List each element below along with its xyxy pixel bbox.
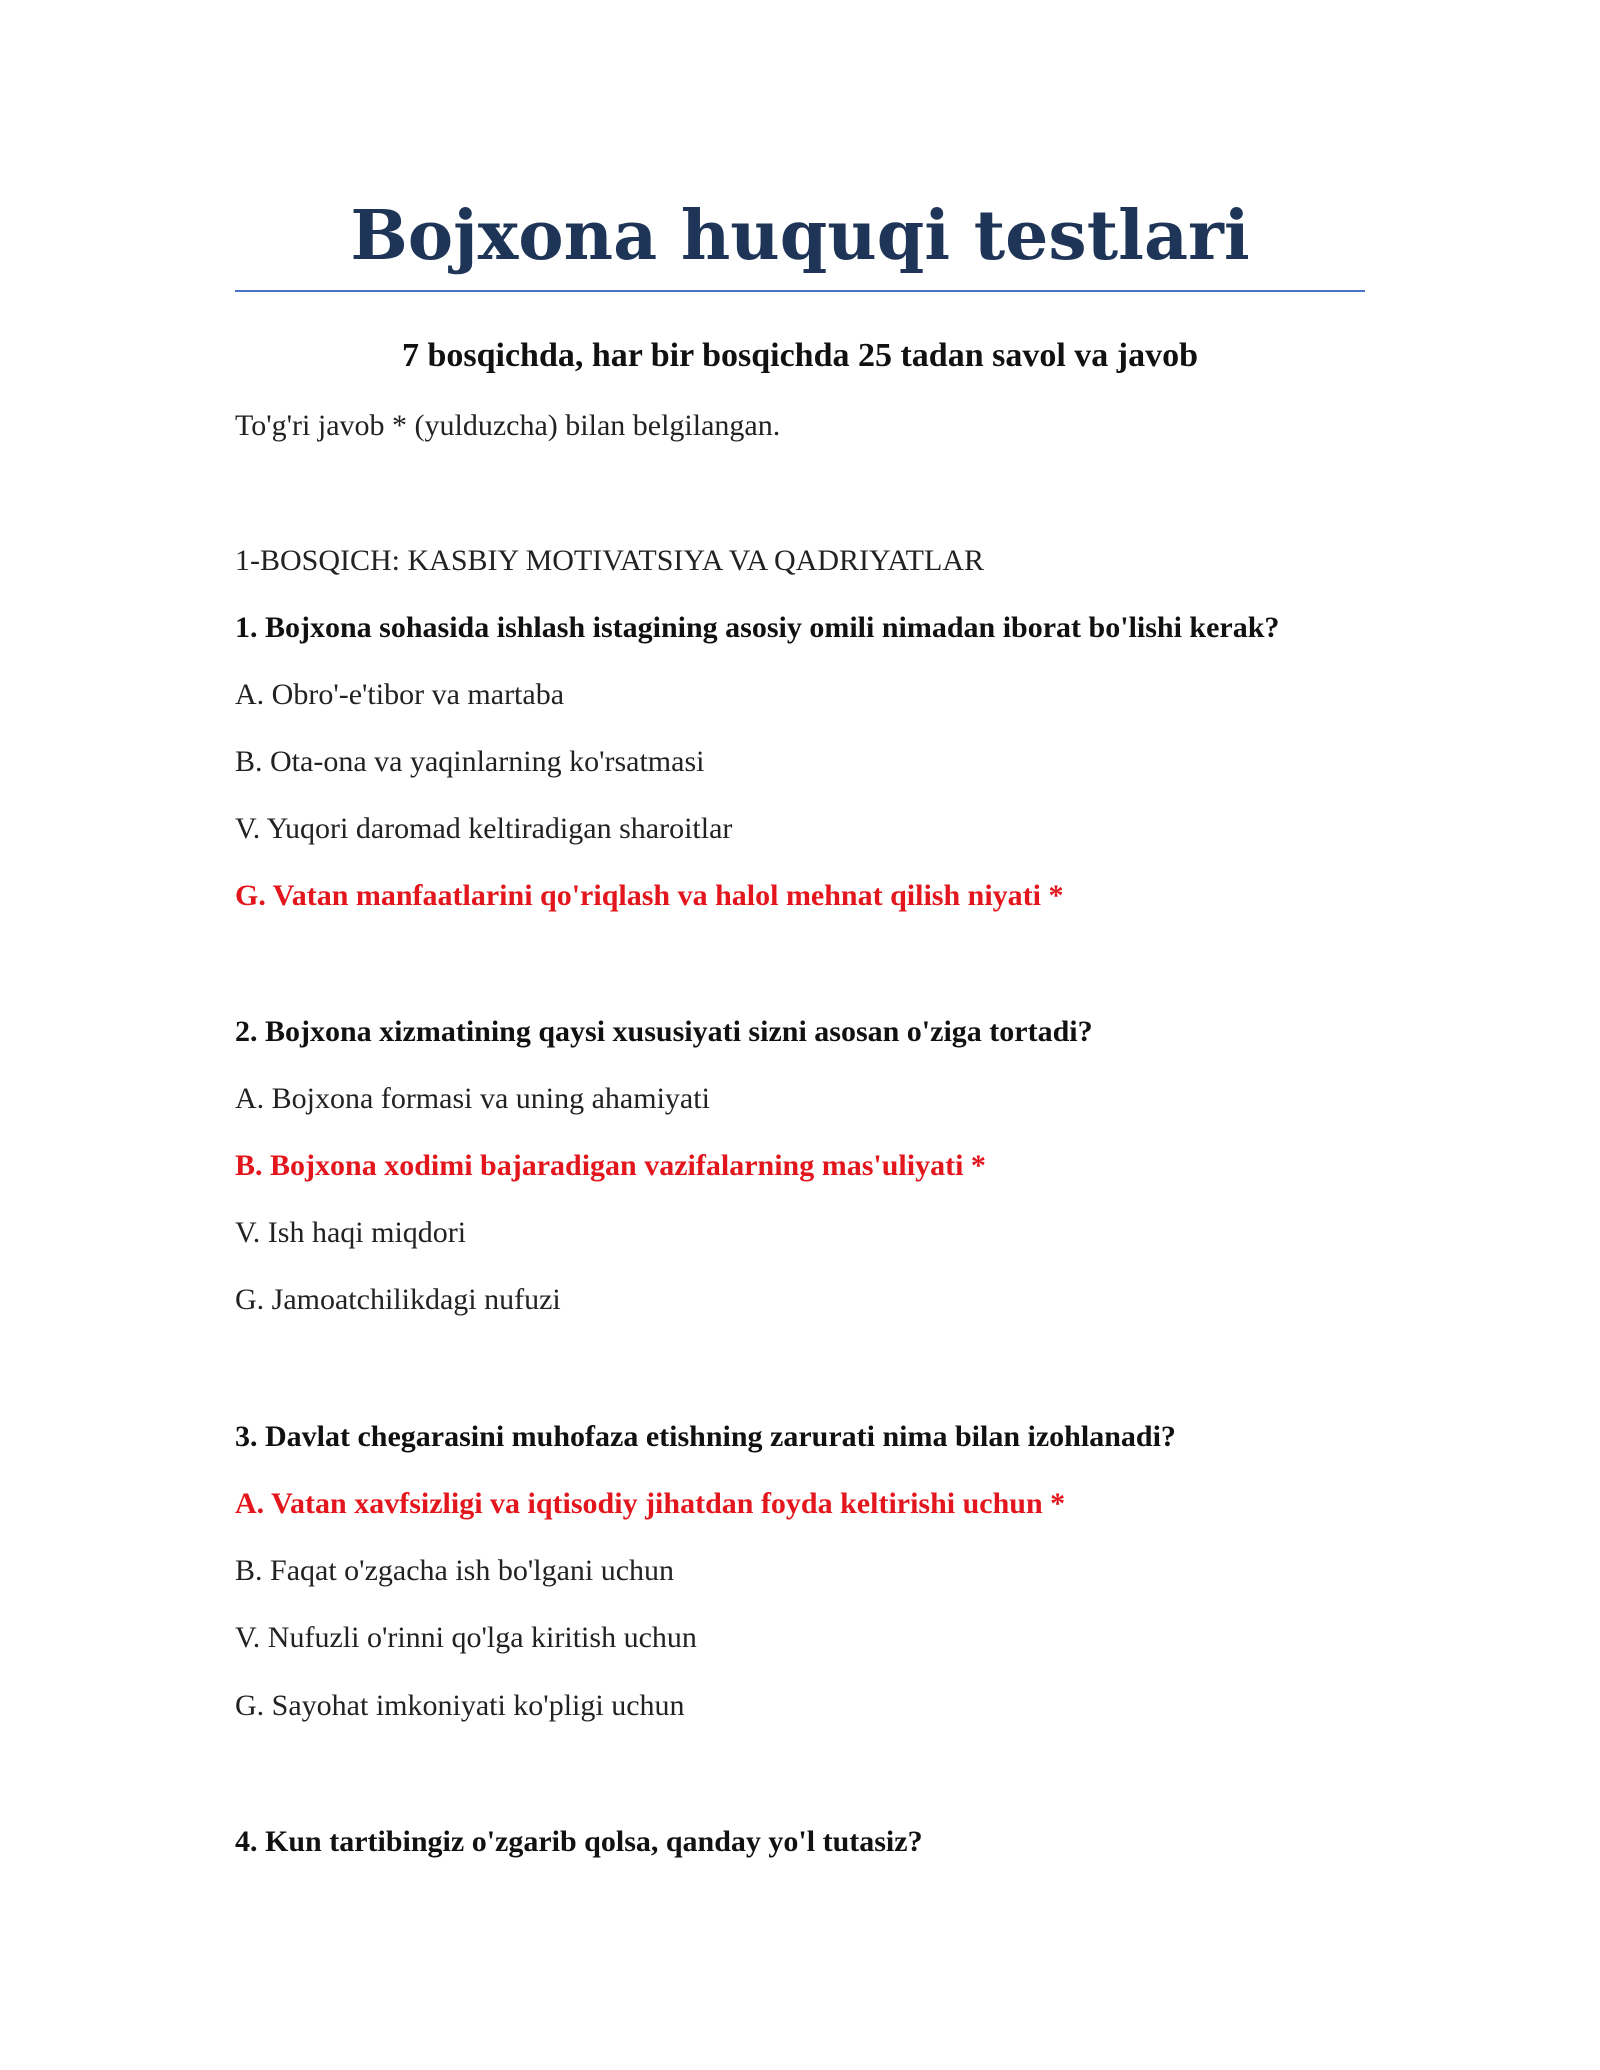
question-1-option-v: V. Yuqori daromad keltiradigan sharoitlar <box>235 812 733 845</box>
question-2-option-g: G. Jamoatchilikdagi nufuzi <box>235 1283 561 1316</box>
question-2-option-b-correct: B. Bojxona xodimi bajaradigan vazifalarning mas'uliyati * <box>235 1149 986 1182</box>
document-title: Bojxona huquqi testlari <box>350 196 1250 276</box>
question-1: 1. Bojxona sohasida ishlash istagining asosiy omili nimadan iborat bo'lishi kerak? <box>235 611 1280 644</box>
question-3-option-v: V. Nufuzli o'rinni qo'lga kiritish uchun <box>235 1621 697 1654</box>
question-3: 3. Davlat chegarasini muhofaza etishning zarurati nima bilan izohlanadi? <box>235 1420 1176 1453</box>
question-1-option-b: B. Ota-ona va yaqinlarning ko'rsatmasi <box>235 745 705 778</box>
answer-note: To'g'ri javob * (yulduzcha) bilan belgilangan. <box>235 409 781 442</box>
question-2: 2. Bojxona xizmatining qaysi xususiyati sizni asosan o'ziga tortadi? <box>235 1015 1093 1048</box>
question-3-option-a-correct: A. Vatan xavfsizligi va iqtisodiy jihatdan foyda keltirishi uchun * <box>235 1487 1066 1520</box>
question-4: 4. Kun tartibingiz o'zgarib qolsa, qanday yo'l tutasiz? <box>235 1825 923 1858</box>
title-underline <box>235 290 1365 292</box>
question-2-option-v: V. Ish haqi miqdori <box>235 1216 467 1249</box>
question-1-option-a: A. Obro'-e'tibor va martaba <box>235 678 565 711</box>
question-2-option-a: A. Bojxona formasi va uning ahamiyati <box>235 1082 710 1115</box>
question-1-option-g-correct: G. Vatan manfaatlarini qo'riqlash va halol mehnat qilish niyati * <box>235 879 1064 912</box>
question-3-option-b: B. Faqat o'zgacha ish bo'lgani uchun <box>235 1554 675 1587</box>
question-3-option-g: G. Sayohat imkoniyati ko'pligi uchun <box>235 1689 685 1722</box>
stage-heading: 1-BOSQICH: KASBIY MOTIVATSIYA VA QADRIYATLAR <box>235 544 984 577</box>
document-subtitle: 7 bosqichda, har bir bosqichda 25 tadan savol va javob <box>401 337 1199 374</box>
